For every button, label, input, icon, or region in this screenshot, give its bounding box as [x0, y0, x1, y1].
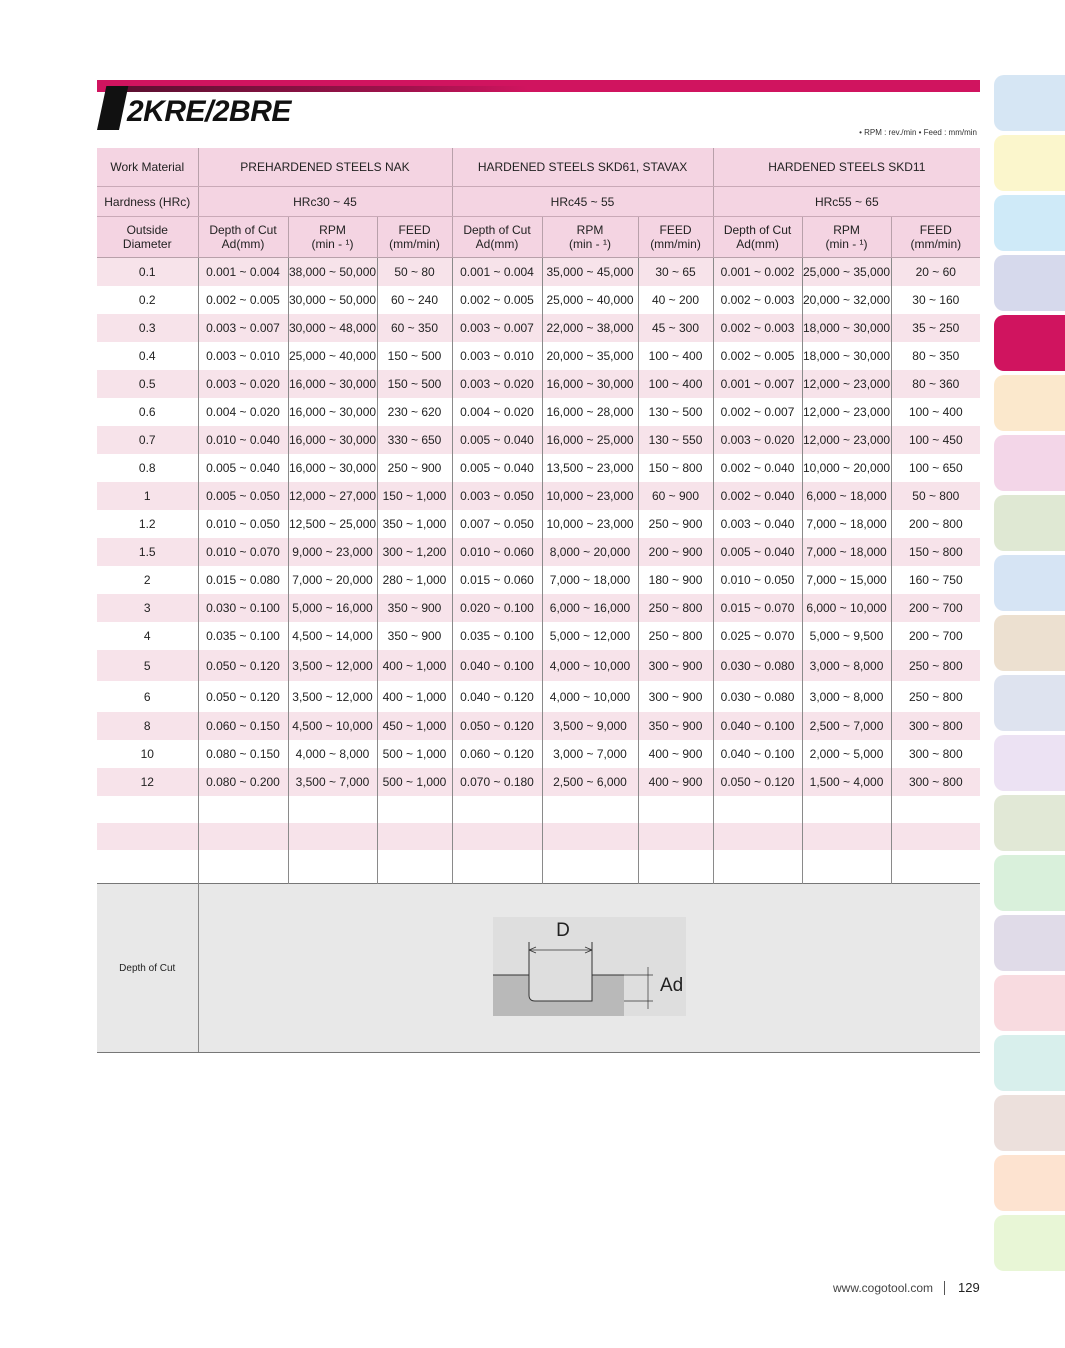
outside-diameter-cell: 0.2: [138, 293, 156, 307]
empty-cell: [198, 823, 288, 850]
empty-cell: [97, 796, 198, 823]
table-row: [97, 510, 980, 538]
table-cell: 10,000 ~ 23,000: [542, 482, 638, 510]
table-cell: 150 ~ 800: [891, 538, 980, 566]
table-cell: 0.015 ~ 0.070: [713, 594, 802, 622]
table-cell: 0.035 ~ 0.100: [452, 622, 542, 650]
table-cell: 16,000 ~ 30,000: [288, 370, 377, 398]
table-cell: 3,500 ~ 12,000: [288, 650, 377, 681]
outside-diameter-cell: 5: [97, 650, 198, 681]
table-cell: 0.040 ~ 0.100: [713, 740, 802, 768]
table-cell: 400 ~ 1,000: [377, 681, 452, 712]
table-cell: 13,500 ~ 23,000: [542, 454, 638, 482]
table-row: [97, 712, 980, 740]
table-cell: 3,000 ~ 8,000: [802, 681, 891, 712]
empty-row: [97, 796, 980, 823]
empty-cell: [713, 823, 802, 850]
table-cell: 20 ~ 60: [891, 258, 980, 287]
feed-header: FEED (mm/min): [891, 217, 980, 258]
table-cell: 0.010 ~ 0.070: [198, 538, 288, 566]
table-cell: 0.040 ~ 0.100: [452, 650, 542, 681]
table-cell: 300 ~ 800: [891, 740, 980, 768]
outside-diameter-cell: 10: [140, 747, 154, 761]
empty-cell: [802, 850, 891, 884]
table-cell: 350 ~ 900: [377, 622, 452, 650]
feed-header: FEED (mm/min): [377, 217, 452, 258]
table-cell: 2,500 ~ 6,000: [542, 768, 638, 796]
empty-cell: [713, 850, 802, 884]
table-cell: 100 ~ 650: [891, 454, 980, 482]
table-cell: 4,500 ~ 10,000: [288, 712, 377, 740]
table-cell: 2,000 ~ 5,000: [802, 740, 891, 768]
outside-diameter-cell: 0.5: [97, 370, 198, 398]
empty-cell: [802, 823, 891, 850]
table-cell: 0.002 ~ 0.007: [713, 398, 802, 426]
table-cell: 16,000 ~ 30,000: [288, 454, 377, 482]
table-cell: 150 ~ 800: [638, 454, 713, 482]
table-cell: 350 ~ 1,000: [377, 510, 452, 538]
table-row: [97, 740, 980, 768]
empty-cell: [802, 796, 891, 823]
table-cell: 0.002 ~ 0.005: [452, 286, 542, 314]
table-cell: 12,000 ~ 23,000: [802, 398, 891, 426]
table-cell: 160 ~ 750: [891, 566, 980, 594]
section-tab[interactable]: [994, 855, 1065, 911]
empty-cell: [452, 796, 542, 823]
hardness-group-2: HRc45 ~ 55: [452, 187, 713, 217]
table-cell: 0.005 ~ 0.040: [198, 454, 288, 482]
empty-cell: [198, 850, 288, 884]
table-cell: 0.050 ~ 0.120: [198, 681, 288, 712]
empty-cell: [288, 796, 377, 823]
section-tab[interactable]: [994, 315, 1065, 371]
table-cell: 0.002 ~ 0.005: [713, 342, 802, 370]
table-cell: 0.003 ~ 0.010: [452, 342, 542, 370]
table-cell: 130 ~ 500: [638, 398, 713, 426]
table-cell: 16,000 ~ 28,000: [542, 398, 638, 426]
table-cell: 3,500 ~ 9,000: [542, 712, 638, 740]
table-cell: 6,000 ~ 10,000: [802, 594, 891, 622]
section-tab[interactable]: [994, 915, 1065, 971]
section-tab[interactable]: [994, 435, 1065, 491]
table-cell: 0.050 ~ 0.120: [452, 712, 542, 740]
page-number: 129: [958, 1280, 980, 1295]
work-material-label: Work Material: [97, 148, 198, 187]
table-row: [97, 398, 980, 426]
table-cell: 500 ~ 1,000: [377, 740, 452, 768]
empty-cell: [891, 823, 980, 850]
table-cell: 250 ~ 800: [638, 594, 713, 622]
section-tab[interactable]: [994, 1035, 1065, 1091]
table-cell: 50 ~ 800: [891, 482, 980, 510]
page-title: 2KRE/2BRE: [127, 95, 291, 128]
table-cell: 0.005 ~ 0.040: [452, 426, 542, 454]
section-tab[interactable]: [994, 795, 1065, 851]
table-cell: 10,000 ~ 23,000: [542, 510, 638, 538]
table-cell: 0.003 ~ 0.007: [452, 314, 542, 342]
outside-diameter-label: Outside Diameter: [97, 217, 198, 258]
table-row: [97, 768, 980, 796]
table-cell: 0.003 ~ 0.020: [713, 426, 802, 454]
table-cell: 0.002 ~ 0.040: [713, 482, 802, 510]
table-cell: 5,000 ~ 12,000: [542, 622, 638, 650]
table-cell: 80 ~ 350: [891, 342, 980, 370]
table-cell: 250 ~ 800: [891, 650, 980, 681]
table-cell: 400 ~ 900: [638, 768, 713, 796]
table-cell: 35,000 ~ 45,000: [542, 258, 638, 287]
table-cell: 3,500 ~ 7,000: [288, 768, 377, 796]
table-cell: 450 ~ 1,000: [377, 712, 452, 740]
outside-diameter-cell: 0.8: [138, 461, 156, 475]
hardness-label: Hardness (HRc): [97, 187, 198, 217]
section-tab[interactable]: [994, 75, 1065, 131]
section-tab[interactable]: [994, 255, 1065, 311]
outside-diameter-cell: 1: [97, 482, 198, 510]
table-cell: 4,000 ~ 8,000: [288, 740, 377, 768]
table-cell: 0.007 ~ 0.050: [452, 510, 542, 538]
table-cell: 0.002 ~ 0.003: [713, 314, 802, 342]
section-tab[interactable]: [994, 675, 1065, 731]
table-cell: 25,000 ~ 40,000: [288, 342, 377, 370]
table-cell: 6,000 ~ 16,000: [542, 594, 638, 622]
table-cell: 0.001 ~ 0.007: [713, 370, 802, 398]
empty-cell: [638, 796, 713, 823]
material-group-1: PREHARDENED STEELS NAK: [198, 148, 452, 187]
outside-diameter-cell: 0.6: [138, 405, 156, 419]
table-cell: 45 ~ 300: [638, 314, 713, 342]
table-cell: 0.003 ~ 0.020: [452, 370, 542, 398]
empty-cell: [377, 850, 452, 884]
table-cell: 25,000 ~ 35,000: [802, 258, 891, 287]
table-cell: 38,000 ~ 50,000: [288, 258, 377, 287]
table-cell: 0.003 ~ 0.050: [452, 482, 542, 510]
empty-row: [97, 823, 980, 850]
table-cell: 230 ~ 620: [377, 398, 452, 426]
outside-diameter-cell: 0.1: [97, 258, 198, 287]
outside-diameter-cell: 0.7: [97, 426, 198, 454]
table-cell: 0.070 ~ 0.180: [452, 768, 542, 796]
table-cell: 12,000 ~ 23,000: [802, 426, 891, 454]
table-cell: 0.003 ~ 0.010: [198, 342, 288, 370]
table-cell: 0.005 ~ 0.050: [198, 482, 288, 510]
hardness-group-1: HRc30 ~ 45: [198, 187, 452, 217]
table-cell: 250 ~ 800: [891, 681, 980, 712]
table-cell: 200 ~ 700: [891, 622, 980, 650]
table-cell: 150 ~ 1,000: [377, 482, 452, 510]
table-cell: 0.060 ~ 0.120: [452, 740, 542, 768]
empty-cell: [452, 850, 542, 884]
outside-diameter-cell: 1.2: [138, 517, 156, 531]
table-cell: 16,000 ~ 30,000: [288, 398, 377, 426]
depth-of-cut-label: Depth of Cut: [97, 884, 198, 1053]
table-cell: 330 ~ 650: [377, 426, 452, 454]
empty-cell: [713, 796, 802, 823]
table-cell: 400 ~ 1,000: [377, 650, 452, 681]
table-cell: 0.004 ~ 0.020: [452, 398, 542, 426]
table-cell: 7,000 ~ 18,000: [542, 566, 638, 594]
table-row: [97, 650, 980, 681]
section-tab[interactable]: [994, 1215, 1065, 1271]
table-cell: 4,500 ~ 14,000: [288, 622, 377, 650]
table-cell: 60 ~ 240: [377, 286, 452, 314]
table-cell: 0.030 ~ 0.080: [713, 681, 802, 712]
table-cell: 30 ~ 65: [638, 258, 713, 287]
cutting-conditions-table: [97, 148, 980, 1053]
section-tab[interactable]: [994, 1095, 1065, 1151]
table-cell: 0.005 ~ 0.040: [452, 454, 542, 482]
table-cell: 130 ~ 550: [638, 426, 713, 454]
table-row: [97, 314, 980, 342]
table-row: [97, 342, 980, 370]
table-cell: 16,000 ~ 30,000: [288, 426, 377, 454]
table-cell: 0.001 ~ 0.004: [452, 258, 542, 287]
table-cell: 0.040 ~ 0.100: [713, 712, 802, 740]
outside-diameter-cell: 12: [97, 768, 198, 796]
footer-url: www.cogotool.com: [833, 1281, 934, 1295]
diameter-label: D: [555, 920, 570, 941]
table-row: [97, 566, 980, 594]
outside-diameter-cell: 8: [97, 712, 198, 740]
work-material-row: [97, 148, 980, 187]
empty-cell: [288, 850, 377, 884]
table-cell: 0.015 ~ 0.060: [452, 566, 542, 594]
table-cell: 5,000 ~ 16,000: [288, 594, 377, 622]
table-cell: 280 ~ 1,000: [377, 566, 452, 594]
column-header-row: [97, 217, 980, 258]
depth-of-cut-row: [97, 884, 980, 1053]
table-cell: 30,000 ~ 48,000: [288, 314, 377, 342]
table-cell: 12,500 ~ 25,000: [288, 510, 377, 538]
section-tab[interactable]: [994, 375, 1065, 431]
depth-header: Depth of Cut Ad(mm): [198, 217, 288, 258]
table-cell: 0.040 ~ 0.120: [452, 681, 542, 712]
table-cell: 0.001 ~ 0.004: [198, 258, 288, 287]
empty-row: [97, 850, 980, 884]
table-cell: 3,000 ~ 8,000: [802, 650, 891, 681]
outside-diameter-cell: 6: [143, 689, 151, 704]
table-cell: 16,000 ~ 25,000: [542, 426, 638, 454]
feed-header: FEED (mm/min): [638, 217, 713, 258]
table-cell: 50 ~ 80: [377, 258, 452, 287]
table-cell: 200 ~ 900: [638, 538, 713, 566]
table-cell: 20,000 ~ 35,000: [542, 342, 638, 370]
table-cell: 150 ~ 500: [377, 370, 452, 398]
table-cell: 300 ~ 800: [891, 712, 980, 740]
table-cell: 250 ~ 800: [638, 622, 713, 650]
table-cell: 30 ~ 160: [891, 286, 980, 314]
table-cell: 300 ~ 900: [638, 650, 713, 681]
section-tab[interactable]: [994, 135, 1065, 191]
empty-cell: [542, 823, 638, 850]
empty-cell: [452, 823, 542, 850]
empty-cell: [638, 850, 713, 884]
table-cell: 25,000 ~ 40,000: [542, 286, 638, 314]
section-tab[interactable]: [994, 1155, 1065, 1211]
table-row: [97, 370, 980, 398]
table-row: [97, 681, 980, 712]
table-cell: 0.010 ~ 0.050: [198, 510, 288, 538]
rpm-header: RPM (min - ¹): [802, 217, 891, 258]
empty-cell: [542, 850, 638, 884]
section-tab[interactable]: [994, 735, 1065, 791]
table-cell: 0.010 ~ 0.050: [713, 566, 802, 594]
table-cell: 18,000 ~ 30,000: [802, 342, 891, 370]
table-cell: 2,500 ~ 7,000: [802, 712, 891, 740]
table-cell: 0.010 ~ 0.060: [452, 538, 542, 566]
table-cell: 18,000 ~ 30,000: [802, 314, 891, 342]
table-cell: 22,000 ~ 38,000: [542, 314, 638, 342]
table-cell: 0.030 ~ 0.100: [198, 594, 288, 622]
depth-of-cut-diagram: [493, 917, 686, 1016]
table-cell: 1,500 ~ 4,000: [802, 768, 891, 796]
table-cell: 0.003 ~ 0.040: [713, 510, 802, 538]
outside-diameter-cell: 2: [143, 573, 151, 587]
table-cell: 350 ~ 900: [638, 712, 713, 740]
table-cell: 150 ~ 500: [377, 342, 452, 370]
table-cell: 5,000 ~ 9,500: [802, 622, 891, 650]
table-cell: 3,500 ~ 12,000: [288, 681, 377, 712]
empty-cell: [638, 823, 713, 850]
table-cell: 100 ~ 400: [638, 370, 713, 398]
outside-diameter-cell: 0.3: [97, 314, 198, 342]
rpm-header: RPM (min - ¹): [542, 217, 638, 258]
ad-label: Ad: [659, 975, 684, 996]
table-cell: 250 ~ 900: [377, 454, 452, 482]
table-cell: 0.004 ~ 0.020: [198, 398, 288, 426]
section-tab[interactable]: [994, 615, 1065, 671]
table-cell: 7,000 ~ 15,000: [802, 566, 891, 594]
table-row: [97, 454, 980, 482]
table-cell: 0.025 ~ 0.070: [713, 622, 802, 650]
title-gradient-strip: [118, 86, 528, 92]
table-cell: 180 ~ 900: [638, 566, 713, 594]
table-cell: 400 ~ 900: [638, 740, 713, 768]
table-cell: 0.002 ~ 0.005: [198, 286, 288, 314]
table-cell: 4,000 ~ 10,000: [542, 650, 638, 681]
table-cell: 12,000 ~ 23,000: [802, 370, 891, 398]
rpm-header: RPM (min - ¹): [288, 217, 377, 258]
table-cell: 0.015 ~ 0.080: [198, 566, 288, 594]
table-cell: 0.010 ~ 0.040: [198, 426, 288, 454]
depth-header: Depth of Cut Ad(mm): [713, 217, 802, 258]
table-cell: 10,000 ~ 20,000: [802, 454, 891, 482]
section-tab[interactable]: [994, 975, 1065, 1031]
table-row: [97, 622, 980, 650]
table-cell: 0.060 ~ 0.150: [198, 712, 288, 740]
section-tab[interactable]: [994, 555, 1065, 611]
table-cell: 9,000 ~ 23,000: [288, 538, 377, 566]
table-cell: 300 ~ 900: [638, 681, 713, 712]
table-cell: 30,000 ~ 50,000: [288, 286, 377, 314]
table-cell: 0.050 ~ 0.120: [198, 650, 288, 681]
empty-cell: [198, 796, 288, 823]
empty-cell: [377, 823, 452, 850]
table-cell: 200 ~ 700: [891, 594, 980, 622]
table-cell: 0.030 ~ 0.080: [713, 650, 802, 681]
table-cell: 0.020 ~ 0.100: [452, 594, 542, 622]
material-group-2: HARDENED STEELS SKD61, STAVAX: [452, 148, 713, 187]
table-cell: 4,000 ~ 10,000: [542, 681, 638, 712]
empty-cell: [891, 796, 980, 823]
table-cell: 3,000 ~ 7,000: [542, 740, 638, 768]
table-cell: 0.001 ~ 0.002: [713, 258, 802, 287]
table-row: [97, 258, 980, 287]
table-cell: 7,000 ~ 18,000: [802, 538, 891, 566]
table-cell: 0.050 ~ 0.120: [713, 768, 802, 796]
table-cell: 0.003 ~ 0.007: [198, 314, 288, 342]
table-cell: 8,000 ~ 20,000: [542, 538, 638, 566]
table-row: [97, 286, 980, 314]
table-cell: 60 ~ 350: [377, 314, 452, 342]
empty-cell: [542, 796, 638, 823]
empty-cell: [97, 823, 198, 850]
empty-cell: [288, 823, 377, 850]
table-cell: 16,000 ~ 30,000: [542, 370, 638, 398]
outside-diameter-cell: 3: [97, 594, 198, 622]
table-cell: 7,000 ~ 20,000: [288, 566, 377, 594]
table-cell: 80 ~ 360: [891, 370, 980, 398]
table-cell: 0.002 ~ 0.040: [713, 454, 802, 482]
table-cell: 0.003 ~ 0.020: [198, 370, 288, 398]
table-cell: 300 ~ 800: [891, 768, 980, 796]
hardness-group-3: HRc55 ~ 65: [713, 187, 980, 217]
table-cell: 0.080 ~ 0.200: [198, 768, 288, 796]
table-cell: 6,000 ~ 18,000: [802, 482, 891, 510]
table-row: [97, 426, 980, 454]
empty-cell: [377, 796, 452, 823]
material-group-3: HARDENED STEELS SKD11: [713, 148, 980, 187]
depth-of-cut-diagram-cell: [198, 884, 980, 1053]
table-cell: 500 ~ 1,000: [377, 768, 452, 796]
table-cell: 0.080 ~ 0.150: [198, 740, 288, 768]
table-cell: 100 ~ 400: [891, 398, 980, 426]
table-cell: 12,000 ~ 27,000: [288, 482, 377, 510]
empty-cell: [97, 850, 198, 884]
section-tab[interactable]: [994, 195, 1065, 251]
table-row: [97, 594, 980, 622]
outside-diameter-cell: 1.5: [97, 538, 198, 566]
hardness-row: [97, 187, 980, 217]
footer-divider: [944, 1281, 945, 1295]
table-cell: 350 ~ 900: [377, 594, 452, 622]
section-tab[interactable]: [994, 495, 1065, 551]
table-cell: 35 ~ 250: [891, 314, 980, 342]
outside-diameter-cell: 0.4: [138, 349, 156, 363]
table-row: [97, 482, 980, 510]
table-cell: 300 ~ 1,200: [377, 538, 452, 566]
units-note: • RPM : rev./min • Feed : mm/min: [859, 128, 977, 137]
table-cell: 0.035 ~ 0.100: [198, 622, 288, 650]
depth-header: Depth of Cut Ad(mm): [452, 217, 542, 258]
table-cell: 0.005 ~ 0.040: [713, 538, 802, 566]
table-cell: 250 ~ 900: [638, 510, 713, 538]
table-cell: 0.002 ~ 0.003: [713, 286, 802, 314]
table-cell: 40 ~ 200: [638, 286, 713, 314]
table-cell: 7,000 ~ 18,000: [802, 510, 891, 538]
table-cell: 60 ~ 900: [638, 482, 713, 510]
table-row: [97, 538, 980, 566]
table-cell: 20,000 ~ 32,000: [802, 286, 891, 314]
outside-diameter-cell: 4: [143, 629, 151, 643]
table-cell: 100 ~ 450: [891, 426, 980, 454]
empty-cell: [891, 850, 980, 884]
table-cell: 100 ~ 400: [638, 342, 713, 370]
table-cell: 200 ~ 800: [891, 510, 980, 538]
